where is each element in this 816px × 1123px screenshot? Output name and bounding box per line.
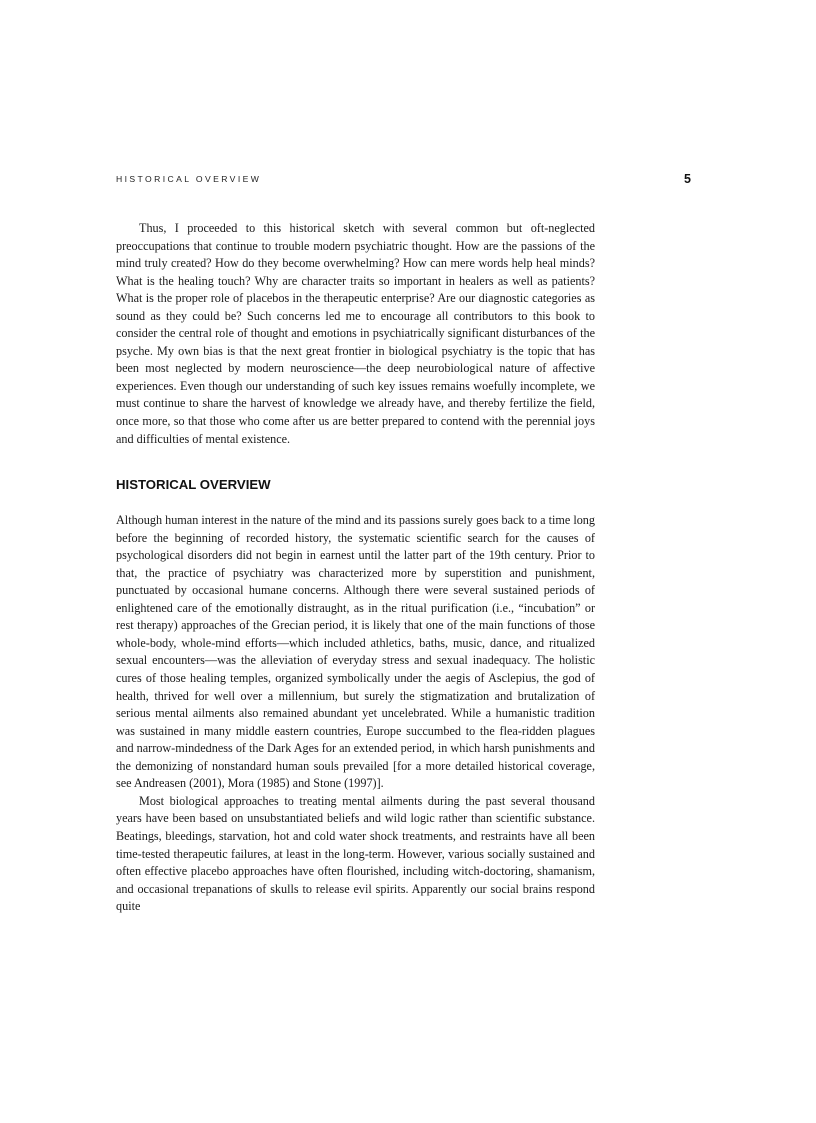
- running-header: [116, 172, 691, 188]
- section-paragraph-2: Most biological approaches to treating mental ailments during the past several thousand years have been based on unsubstantiated beliefs and wild logic rather than scientific substance. Beatings, bleedings, starvation, hot and cold water shock treatments, and restraints have all been time-tested therapeutic failures, at least in the long-term. However, various socially sustained and often effective placebo approaches have often flourished, including witch-doctoring, shamanism, and occasional trepanations of skulls to release evil spirits. Apparently our social brains respond quite: [116, 793, 595, 914]
- page-number: 5: [684, 172, 691, 186]
- section-paragraph-1: Although human interest in the nature of the mind and its passions surely goes back to a time long before the beginning of recorded history, the systematic scientific search for the causes of psychological disorders did not begin in earnest until the latter part of the 19th century. Prior to that, the practice of psychiatry was characterized more by superstition and punishment, punctuated by occasional humane concerns. Although there were several sustained periods of enlightened care of the emotionally distraught, as in the ritual purification (i.e., “incubation” or rest therapy) approaches of the Grecian period, it is likely that one of the main functions of those whole-body, whole-mind efforts—which included athletics, baths, music, dance, and ritualized sexual encounters—was the alleviation of everyday stress and sexual inadequacy. The holistic cures of those healing temples, organized symbolically under the aegis of Asclepius, the god of health, thrived for well over a millennium, but surely the stigmatization and brutalization of serious mental ailments also remained abundant yet uncelebrated. While a humanistic tradition was sustained in many middle eastern countries, Europe succumbed to the flea-ridden plagues and narrow-mindedness of the Dark Ages for an extended period, in which harsh punishments and the demonizing of nonstandard human souls prevailed [for a more detailed historical coverage, see Andreasen (2001), Mora (1985) and Stone (1997)].: [116, 513, 595, 791]
- running-title: HISTORICAL OVERVIEW: [116, 174, 262, 184]
- page-body: [116, 220, 595, 916]
- intro-paragraph: Thus, I proceeded to this historical sketch with several common but oft-neglected preoccupations that continue to trouble modern psychiatric thought. How are the passions of the mind truly created? How do they become overwhelming? How can mere words help heal minds? What is the healing touch? Why are character traits so important in healers as well as patients? What is the proper role of placebos in the therapeutic enterprise? Are our diagnostic categories as sound as they could be? Such concerns led me to encourage all contributors to this book to consider the central role of thought and emotions in psychiatrically significant disturbances of the psyche. My own bias is that the next great frontier in biological psychiatry is the topic that has been most neglected by modern neuroscience—the deep neurobiological nature of affective experiences. Even though our understanding of such key issues remains woefully incomplete, we must continue to share the harvest of knowledge we already have, and thereby fertilize the field, once more, so that those who come after us are better prepared to contend with the perennial joys and difficulties of mental existence.: [116, 221, 595, 446]
- section-heading: HISTORICAL OVERVIEW: [116, 477, 271, 493]
